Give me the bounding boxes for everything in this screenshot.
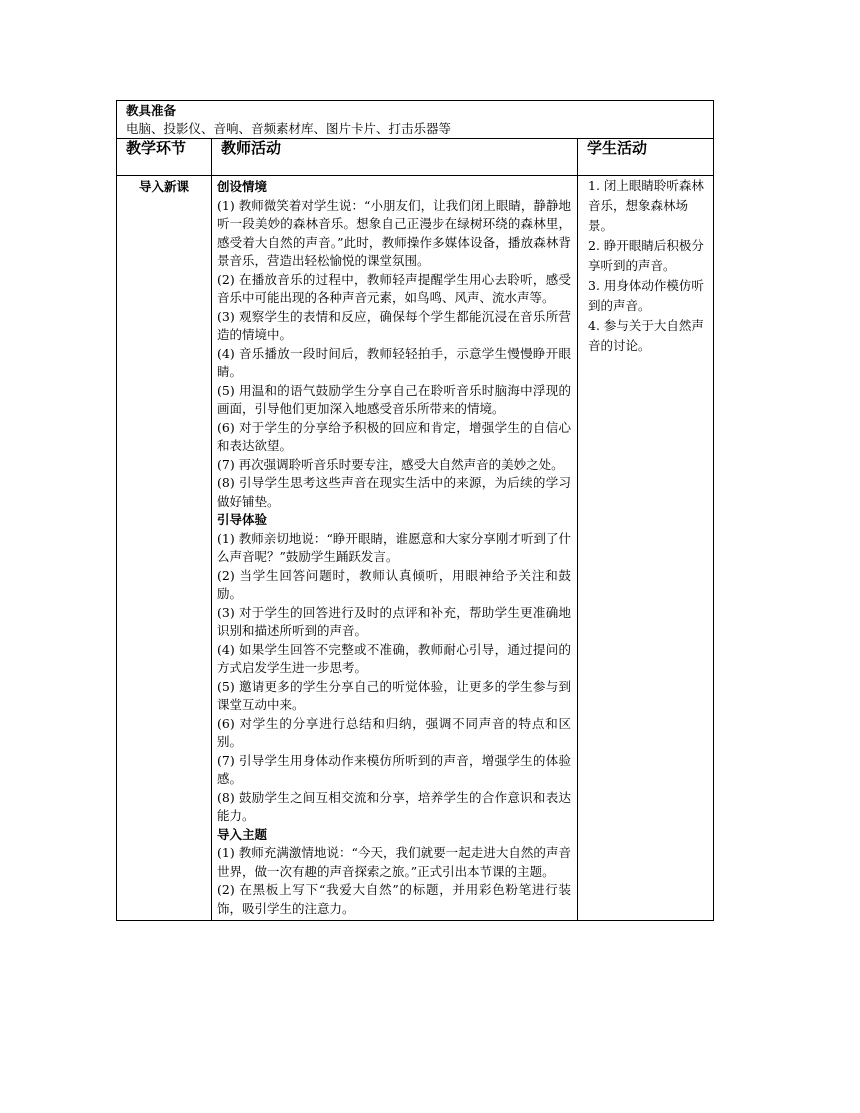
materials-row — [117, 101, 714, 139]
student-step: 1. 闭上眼睛聆听森林音乐，想象森林场景。 — [588, 178, 704, 233]
teacher-activity — [212, 176, 577, 920]
teacher-step: (6) 对于学生的分享给予积极的回应和肯定，增强学生的自信心和表达欲望。 — [217, 419, 571, 453]
teacher-step: (4) 如果学生回答不完整或不准确，教师耐心引导，通过提问的方式启发学生进一步思考。 — [217, 641, 571, 675]
teacher-step: (5) 邀请更多的学生分享自己的听觉体验，让更多的学生参与到课堂互动中来。 — [217, 678, 571, 712]
teacher-step: (7) 再次强调聆听音乐时要专注，感受大自然声音的美妙之处。 — [217, 456, 564, 472]
teacher-step: (8) 鼓励学生之间互相交流和分享，培养学生的合作意识和表达能力。 — [217, 789, 571, 823]
lesson-plan-table — [116, 100, 714, 921]
header-row — [117, 139, 714, 176]
teacher-step: (3) 对于学生的回答进行及时的点评和补充，帮助学生更准确地识别和描述所听到的声音。 — [217, 604, 571, 638]
student-activity-cell — [578, 176, 714, 921]
student-step: 3. 用身体动作模仿听到的声音。 — [588, 278, 704, 313]
header-stage: 教学环节 — [126, 139, 187, 157]
teacher-step: (4) 音乐播放一段时间后，教师轻轻拍手，示意学生慢慢睁开眼睛。 — [217, 345, 571, 379]
teacher-step: (2) 在黑板上写下“我爱大自然”的标题，并用彩色粉笔进行装饰，吸引学生的注意力。 — [217, 882, 571, 916]
student-activity — [578, 176, 713, 356]
teacher-step: (8) 引导学生思考这些声音在现实生活中的来源，为后续的学习做好铺垫。 — [217, 475, 571, 509]
section-title: 导入主题 — [217, 826, 268, 842]
teacher-step: (2) 在播放音乐的过程中，教师轻声提醒学生用心去聆听，感受音乐中可能出现的各种声音元素，如鸟鸣、风声、流水声等。 — [217, 271, 571, 305]
materials-list: 电脑、投影仪、音响、音频素材库、图片卡片、打击乐器等 — [126, 121, 452, 136]
teacher-step: (5) 用温和的语气鼓励学生分享自己在聆听音乐时脑海中浮现的画面，引导他们更加深入地感受音乐所带来的情境。 — [217, 382, 571, 416]
stage-cell — [117, 176, 212, 921]
student-step: 2. 睁开眼睛后积极分享听到的声音。 — [588, 238, 704, 273]
stage-label: 导入新课 — [138, 179, 189, 194]
teacher-step: (1) 教师微笑着对学生说：“小朋友们，让我们闭上眼睛，静静地听一段美妙的森林音乐。想象自己正漫步在绿树环绕的森林里，感受着大自然的声音。”此时，教师操作多媒体设备，播放森林背景音乐，营造出轻松愉悦的课堂氛围。 — [217, 197, 571, 268]
section-title: 引导体验 — [217, 512, 268, 527]
teacher-activity-cell — [212, 176, 578, 921]
header-student: 学生活动 — [587, 139, 648, 157]
teacher-step: (7) 引导学生用身体动作来模仿所听到的声音，增强学生的体验感。 — [217, 752, 571, 786]
teacher-step: (1) 教师充满激情地说：“今天，我们就要一起走进大自然的声音世界，做一次有趣的声音探索之旅。”正式引出本节课的主题。 — [217, 845, 571, 879]
materials-heading: 教具准备 — [126, 103, 177, 118]
section-title: 创设情境 — [217, 179, 268, 194]
student-step: 4. 参与关于大自然声音的讨论。 — [588, 318, 704, 353]
header-teacher: 教师活动 — [221, 139, 282, 157]
content-row — [117, 176, 714, 921]
teacher-step: (3) 观察学生的表情和反应，确保每个学生都能沉浸在音乐所营造的情境中。 — [217, 308, 571, 342]
teacher-step: (1) 教师亲切地说：“睁开眼睛，谁愿意和大家分享刚才听到了什么声音呢？”鼓励学生踊跃发言。 — [217, 530, 571, 564]
teacher-step: (6) 对学生的分享进行总结和归纳，强调不同声音的特点和区别。 — [217, 715, 571, 749]
teacher-step: (2) 当学生回答问题时，教师认真倾听，用眼神给予关注和鼓励。 — [217, 567, 571, 601]
